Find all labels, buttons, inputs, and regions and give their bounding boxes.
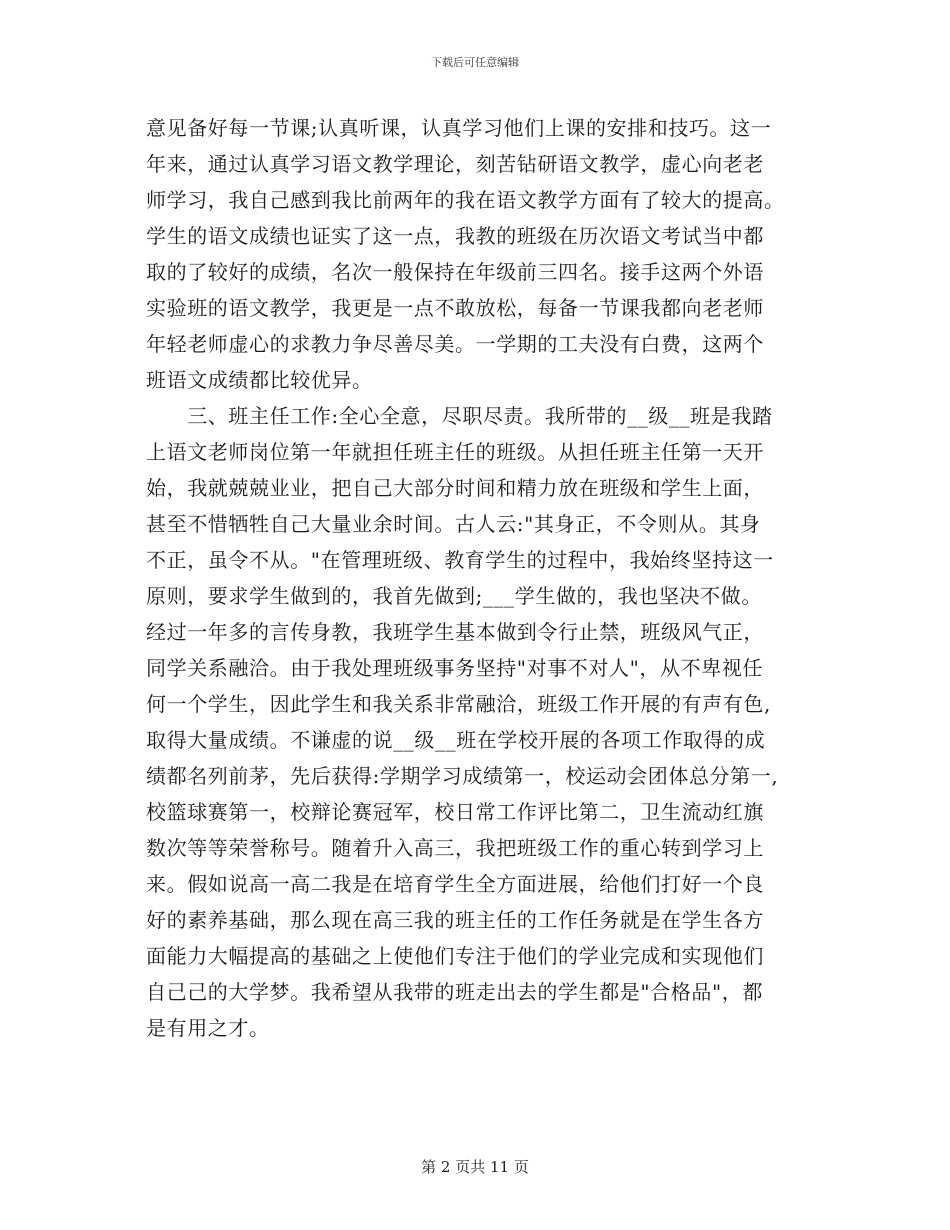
text-line: 甚至不惜牺牲自己大量业余时间。古人云:"其身正，不令则从。其身 <box>146 512 761 536</box>
text-line: 年轻老师虚心的求教力争尽善尽美。一学期的工夫没有白费，这两个 <box>146 332 764 356</box>
text-line: 不正，虽令不从。"在管理班级、教育学生的过程中，我始终坚持这一 <box>146 548 774 572</box>
text-line: 何一个学生，因此学生和我关系非常融洽，班级工作开展的有声有色, <box>146 692 771 716</box>
text-line: 年来，通过认真学习语文教学理论，刻苦钻研语文教学，虚心向老老 <box>146 152 764 176</box>
text-line: 班语文成绩都比较优异。 <box>146 368 373 392</box>
text-line: 是有用之才。 <box>146 1016 270 1040</box>
text-line: 同学关系融洽。由于我处理班级事务坚持"对事不对人"，从不卑视任 <box>146 656 763 680</box>
text-line: 学生的语文成绩也证实了这一点，我教的班级在历次语文考试当中都 <box>146 224 764 248</box>
text-line: 原则，要求学生做到的，我首先做到;___学生做的，我也坚决不做。 <box>146 584 762 608</box>
text-line: 意见备好每一节课;认真听课，认真学习他们上课的安排和技巧。这一 <box>146 116 772 140</box>
text-line: 数次等等荣誉称号。随着升入高三，我把班级工作的重心转到学习上 <box>146 836 764 860</box>
text-line: 校篮球赛第一，校辩论赛冠军，校日常工作评比第二，卫生流动红旗 <box>146 800 764 824</box>
text-line: 始，我就兢兢业业，把自己大部分时间和精力放在班级和学生上面， <box>146 476 764 500</box>
text-line: 师学习，我自己感到我比前两年的我在语文教学方面有了较大的提高。 <box>146 188 785 212</box>
page-number: 第 2 页共 11 页 <box>421 1158 529 1176</box>
text-line: 取得大量成绩。不谦虚的说__级__班在学校开展的各项工作取得的成 <box>146 728 766 752</box>
text-line: 来。假如说高一高二我是在培育学生全方面进展，给他们打好一个良 <box>146 872 764 896</box>
text-line: 上语文老师岗位第一年就担任班主任的班级。从担任班主任第一天开 <box>146 440 764 464</box>
text-line: 绩都名列前茅，先后获得:学期学习成绩第一，校运动会团体总分第一, <box>146 764 779 788</box>
paragraph-2 <box>146 398 826 1046</box>
document-body <box>146 110 826 1046</box>
text-line: 经过一年多的言传身教，我班学生基本做到令行止禁，班级风气正， <box>146 620 764 644</box>
paragraph-1 <box>146 110 826 398</box>
text-line: 好的素养基础，那么现在高三我的班主任的工作任务就是在学生各方 <box>146 908 764 932</box>
text-line: 取的了较好的成绩，名次一般保持在年级前三四名。接手这两个外语 <box>146 260 764 284</box>
text-line: 面能力大幅提高的基础之上使他们专注于他们的学业完成和实现他们 <box>146 944 764 968</box>
page-header: 下载后可任意编辑 <box>431 56 519 69</box>
text-line: 自己己的大学梦。我希望从我带的班走出去的学生都是"合格品"，都 <box>146 980 763 1004</box>
text-line: 三、班主任工作:全心全意，尽职尽责。我所带的__级__班是我踏 <box>146 404 773 428</box>
text-line: 实验班的语文教学，我更是一点不敢放松，每备一节课我都向老老师 <box>146 296 764 320</box>
